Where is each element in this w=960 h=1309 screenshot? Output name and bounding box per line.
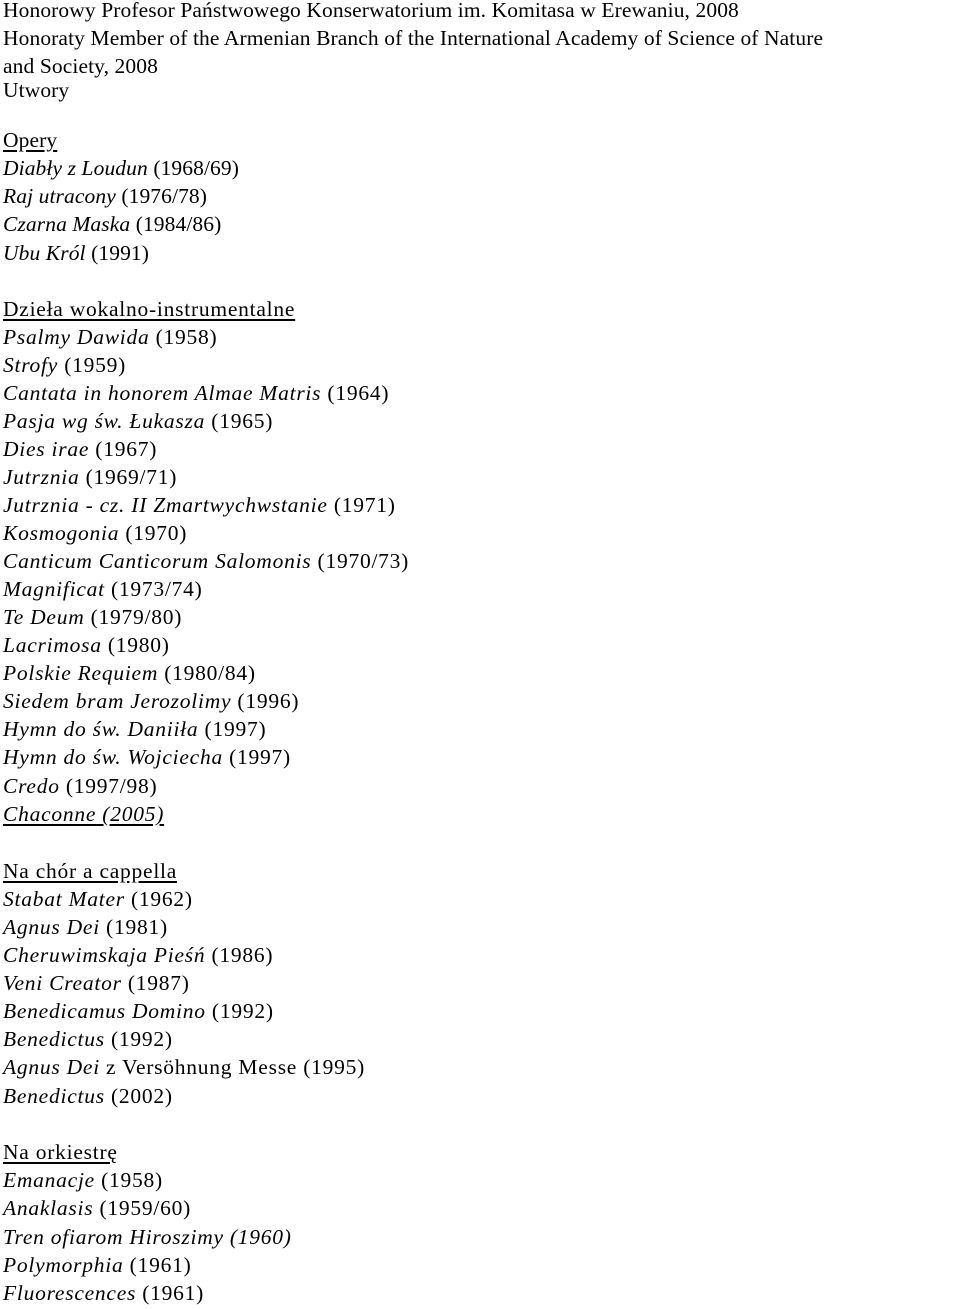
work-year: z Versöhnung Messe (1995) [99,1055,366,1079]
list-item [3,1198,191,1220]
list-item [3,243,149,265]
work-title: Agnus Dei [3,1055,100,1079]
work-year: (1968/69) [147,156,240,180]
operas-heading: Opery [3,128,58,152]
work-title: Raj utracony [3,184,116,208]
work-title: Magnificat [3,577,105,601]
work-title: Diabły z Loudun [3,156,148,180]
list-item [3,523,187,545]
work-year: (1961) [123,1253,192,1277]
work-year: (1980/84) [158,661,256,685]
work-year: (1970/73) [311,549,410,573]
list-item [3,1086,173,1108]
work-title: Cheruwimskaja Pieśń [3,943,206,967]
a-cappella-heading: Na chór a cappella [3,859,178,883]
list-item [3,889,193,911]
work-title: Canticum Canticorum Salomonis [3,549,312,573]
list-item [3,691,299,713]
list-item [3,1057,365,1079]
list-item [3,917,168,939]
work-title: Psalmy Dawida [3,325,150,349]
list-item [3,719,266,741]
work-year: (1965) [205,409,274,433]
work-title: Pasja wg św. Łukasza [3,409,206,433]
work-title: Polskie Requiem [3,661,159,685]
list-item [3,158,239,180]
work-title: Ubu Król [3,241,86,265]
list-item [3,186,207,208]
list-item [3,579,203,601]
list-item [3,973,190,995]
work-year: (1967) [89,437,158,461]
work-title: Agnus Dei [3,915,100,939]
work-year: (1987) [121,971,190,995]
work-year: (1961) [136,1281,205,1305]
work-year: (1973/74) [104,577,203,601]
work-year: (1959/60) [93,1196,192,1220]
works-heading: Utwory [3,78,70,102]
list-item [3,214,221,236]
list-item [3,327,217,349]
work-year: (1992) [104,1027,173,1051]
work-title: Hymn do św. Wojciecha [3,745,223,769]
work-title: Stabat Mater [3,887,125,911]
work-title: Anaklasis [3,1196,94,1220]
work-title: Cantata in honorem Almae Matris [3,381,322,405]
list-item [3,1029,173,1051]
work-year: (1986) [205,943,274,967]
work-title: Jutrznia [3,465,80,489]
work-title: Kosmogonia [3,521,120,545]
work-year: (1984/86) [130,212,222,236]
work-year: (1971) [327,493,396,517]
list-item [3,383,389,405]
list-item [3,467,177,489]
honorary-member-line: Honoraty Member of the Armenian Branch of the International Academy of Science of Nature [3,26,824,50]
work-title: Veni Creator [3,971,122,995]
work-title: Fluorescences [3,1281,137,1305]
list-item [3,635,170,657]
list-item: Chaconne (2005) [3,802,165,826]
work-title: Czarna Maska [3,212,131,236]
orchestra-heading: Na orkiestrę [3,1140,118,1164]
work-title: Lacrimosa [3,633,102,657]
work-year: (1997) [222,745,291,769]
work-title: Tren ofiarom Hiroszimy (1960) [3,1225,292,1249]
work-title: Emanacje [3,1168,95,1192]
work-year: (1959) [58,353,127,377]
list-item [3,411,273,433]
work-year: (1969/71) [79,465,178,489]
list-item [3,551,409,573]
work-year: (1970) [119,521,188,545]
work-title: Benedictus [3,1084,105,1108]
list-item [3,663,256,685]
list-item [3,1283,204,1305]
list-item [3,495,396,517]
list-item [3,776,157,798]
work-year: (1976/78) [115,184,208,208]
work-title: Benedicamus Domino [3,999,206,1023]
list-item [3,439,157,461]
work-year: (1991) [85,241,150,265]
work-title: Polymorphia [3,1253,124,1277]
list-item [3,945,273,967]
vocal-instrumental-heading: Dzieła wokalno-instrumentalne [3,297,296,321]
work-year: (1964) [321,381,390,405]
list-item [3,1227,292,1249]
work-title: Siedem bram Jerozolimy [3,689,232,713]
work-year: (1980) [101,633,170,657]
honorary-professor-line: Honorowy Profesor Państwowego Konserwatorium im. Komitasa w Erewaniu, 2008 [3,0,739,22]
list-item [3,747,291,769]
work-title: Strofy [3,353,59,377]
work-year: (1997) [198,717,267,741]
work-year: (1992) [205,999,274,1023]
work-title: Hymn do św. Daniiła [3,717,199,741]
work-title: Jutrznia - cz. II Zmartwychwstanie [3,493,328,517]
work-year: (1979/80) [84,605,183,629]
list-item [3,355,126,377]
work-year: (1958) [149,325,218,349]
work-title: Te Deum [3,605,85,629]
list-item [3,607,182,629]
work-title: Dies irae [3,437,90,461]
work-year: (1981) [99,915,168,939]
list-item [3,1255,191,1277]
list-item [3,1001,274,1023]
list-item [3,1170,163,1192]
work-title: Credo [3,774,60,798]
work-year: (1997/98) [59,774,158,798]
work-year: (1962) [124,887,193,911]
honorary-member-line-continued: and Society, 2008 [3,54,158,78]
work-year: (1958) [94,1168,163,1192]
work-year: (2002) [104,1084,173,1108]
work-year: (1996) [231,689,300,713]
work-title: Benedictus [3,1027,105,1051]
